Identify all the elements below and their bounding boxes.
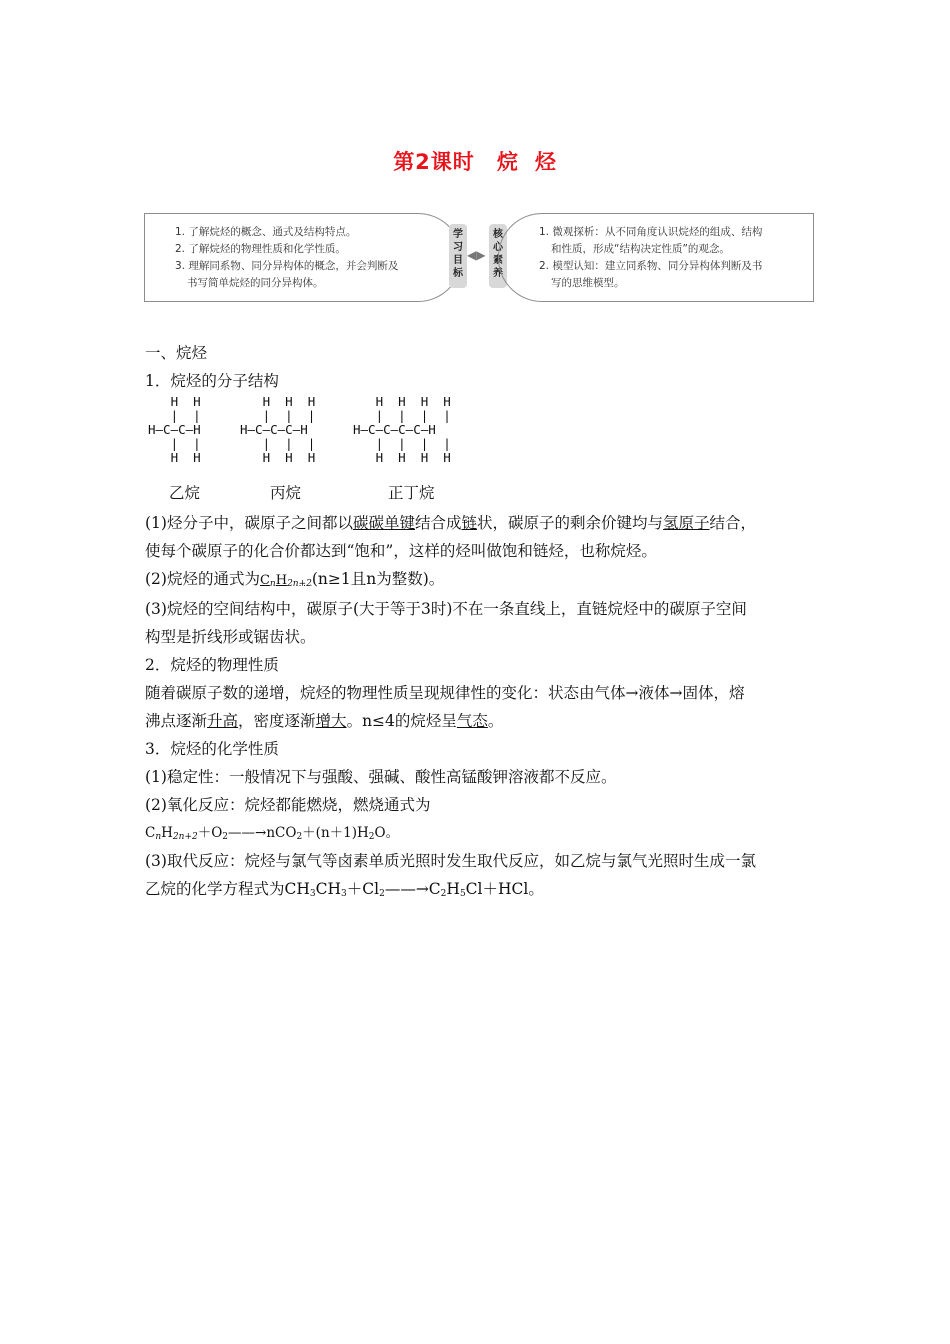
- paragraph-physical-cont: 沸点逐渐升高，密度逐渐增大。n≤4的烷烃呈气态。: [145, 712, 504, 730]
- section-heading: 一、烷烃: [145, 344, 208, 362]
- paragraph-stability: (1)稳定性：一般情况下与强酸、强碱、酸性高锰酸钾溶液都不反应。: [145, 768, 617, 786]
- paragraph-oxidation: (2)氧化反应：烷烃都能燃烧，燃烧通式为: [145, 796, 431, 814]
- paragraph-physical: 随着碳原子数的递增，烷烃的物理性质呈现规律性的变化：状态由气体→液体→固体，熔: [145, 684, 745, 702]
- butane-name: 正丁烷: [388, 484, 435, 502]
- competency-item: 2. 模型认知：建立同系物、同分异构体判断及书: [539, 260, 763, 272]
- ethane-formula: H H | | H—C—C—H | | H H: [148, 394, 201, 465]
- paragraph-spatial-structure: (3)烷烃的空间结构中，碳原子(大于等于3时)不在一条直线上，直链烷烃中的碳原子空间: [145, 600, 747, 618]
- paragraph-substitution: (3)取代反应：烷烃与氯气等卤素单质光照时发生取代反应，如乙烷与氯气光照时生成一氯: [145, 852, 756, 870]
- page-title: [0, 146, 950, 176]
- molecule-names: [145, 479, 813, 509]
- substitution-equation: 乙烷的化学方程式为$CH_3CH_3+Cl_2——\to C_2H_5Cl+HCl$。: [145, 880, 544, 899]
- ethane-name: 乙烷: [169, 484, 201, 502]
- core-competency-box: [498, 213, 814, 302]
- title-word2: 烃: [534, 150, 557, 174]
- learning-objectives-badge: 学习目标: [449, 224, 467, 288]
- subheading-physical: 2．烷烃的物理性质: [145, 656, 279, 674]
- objective-item-cont: 书写简单烷烃的同分异构体。: [187, 277, 324, 289]
- structural-formulas: [145, 395, 813, 479]
- objective-item: 1. 了解烷烃的概念、通式及结构特点。: [175, 226, 357, 238]
- propane-formula: H H H | | | H—C—C—C—H | | | H H H: [240, 394, 316, 465]
- title-word1: 烷: [496, 150, 519, 174]
- competency-item-cont: 和性质，形成“结构决定性质”的观念。: [551, 243, 730, 255]
- objective-item: 3. 理解同系物、同分异构体的概念，并会判断及: [175, 260, 399, 272]
- core-competency-badge: 核心素养: [489, 224, 507, 288]
- objective-item: 2. 了解烷烃的物理性质和化学性质。: [175, 243, 346, 255]
- paragraph-bonding: (1)烃分子中，碳原子之间都以碳碳单键结合成链状，碳原子的剩余价键均与氢原子结合，: [145, 514, 757, 532]
- subheading-chemical: 3．烷烃的化学性质: [145, 740, 279, 758]
- title-lesson: 第2课时: [393, 150, 475, 174]
- competency-item-cont: 写的思维模型。: [551, 277, 625, 289]
- paragraph-bonding-cont: 使每个碳原子的化合价都达到“饱和”，这样的烃叫做饱和链烃，也称烷烃。: [145, 542, 657, 560]
- paragraph-general-formula: (2)烷烃的通式为$C_nH_{2n+2}(n\ge 1$且n为整数)。: [145, 570, 445, 589]
- butane-formula: H H H H | | | | H—C—C—C—C—H | | | | H H H H: [353, 394, 451, 465]
- learning-objectives-box: [144, 213, 462, 302]
- double-arrow-icon: ◀▶: [467, 248, 486, 262]
- main-content: [145, 339, 813, 903]
- subheading-structure: 1．烷烃的分子结构: [145, 372, 279, 390]
- combustion-equation: $C_nH_{2n+2}+O_2——\to nCO_2+(n+1)H_2O$。: [145, 825, 400, 842]
- propane-name: 丙烷: [270, 484, 302, 502]
- competency-item: 1. 微观探析：从不同角度认识烷烃的组成、结构: [539, 226, 763, 238]
- paragraph-spatial-structure-cont: 构型是折线形或锯齿状。: [145, 628, 316, 646]
